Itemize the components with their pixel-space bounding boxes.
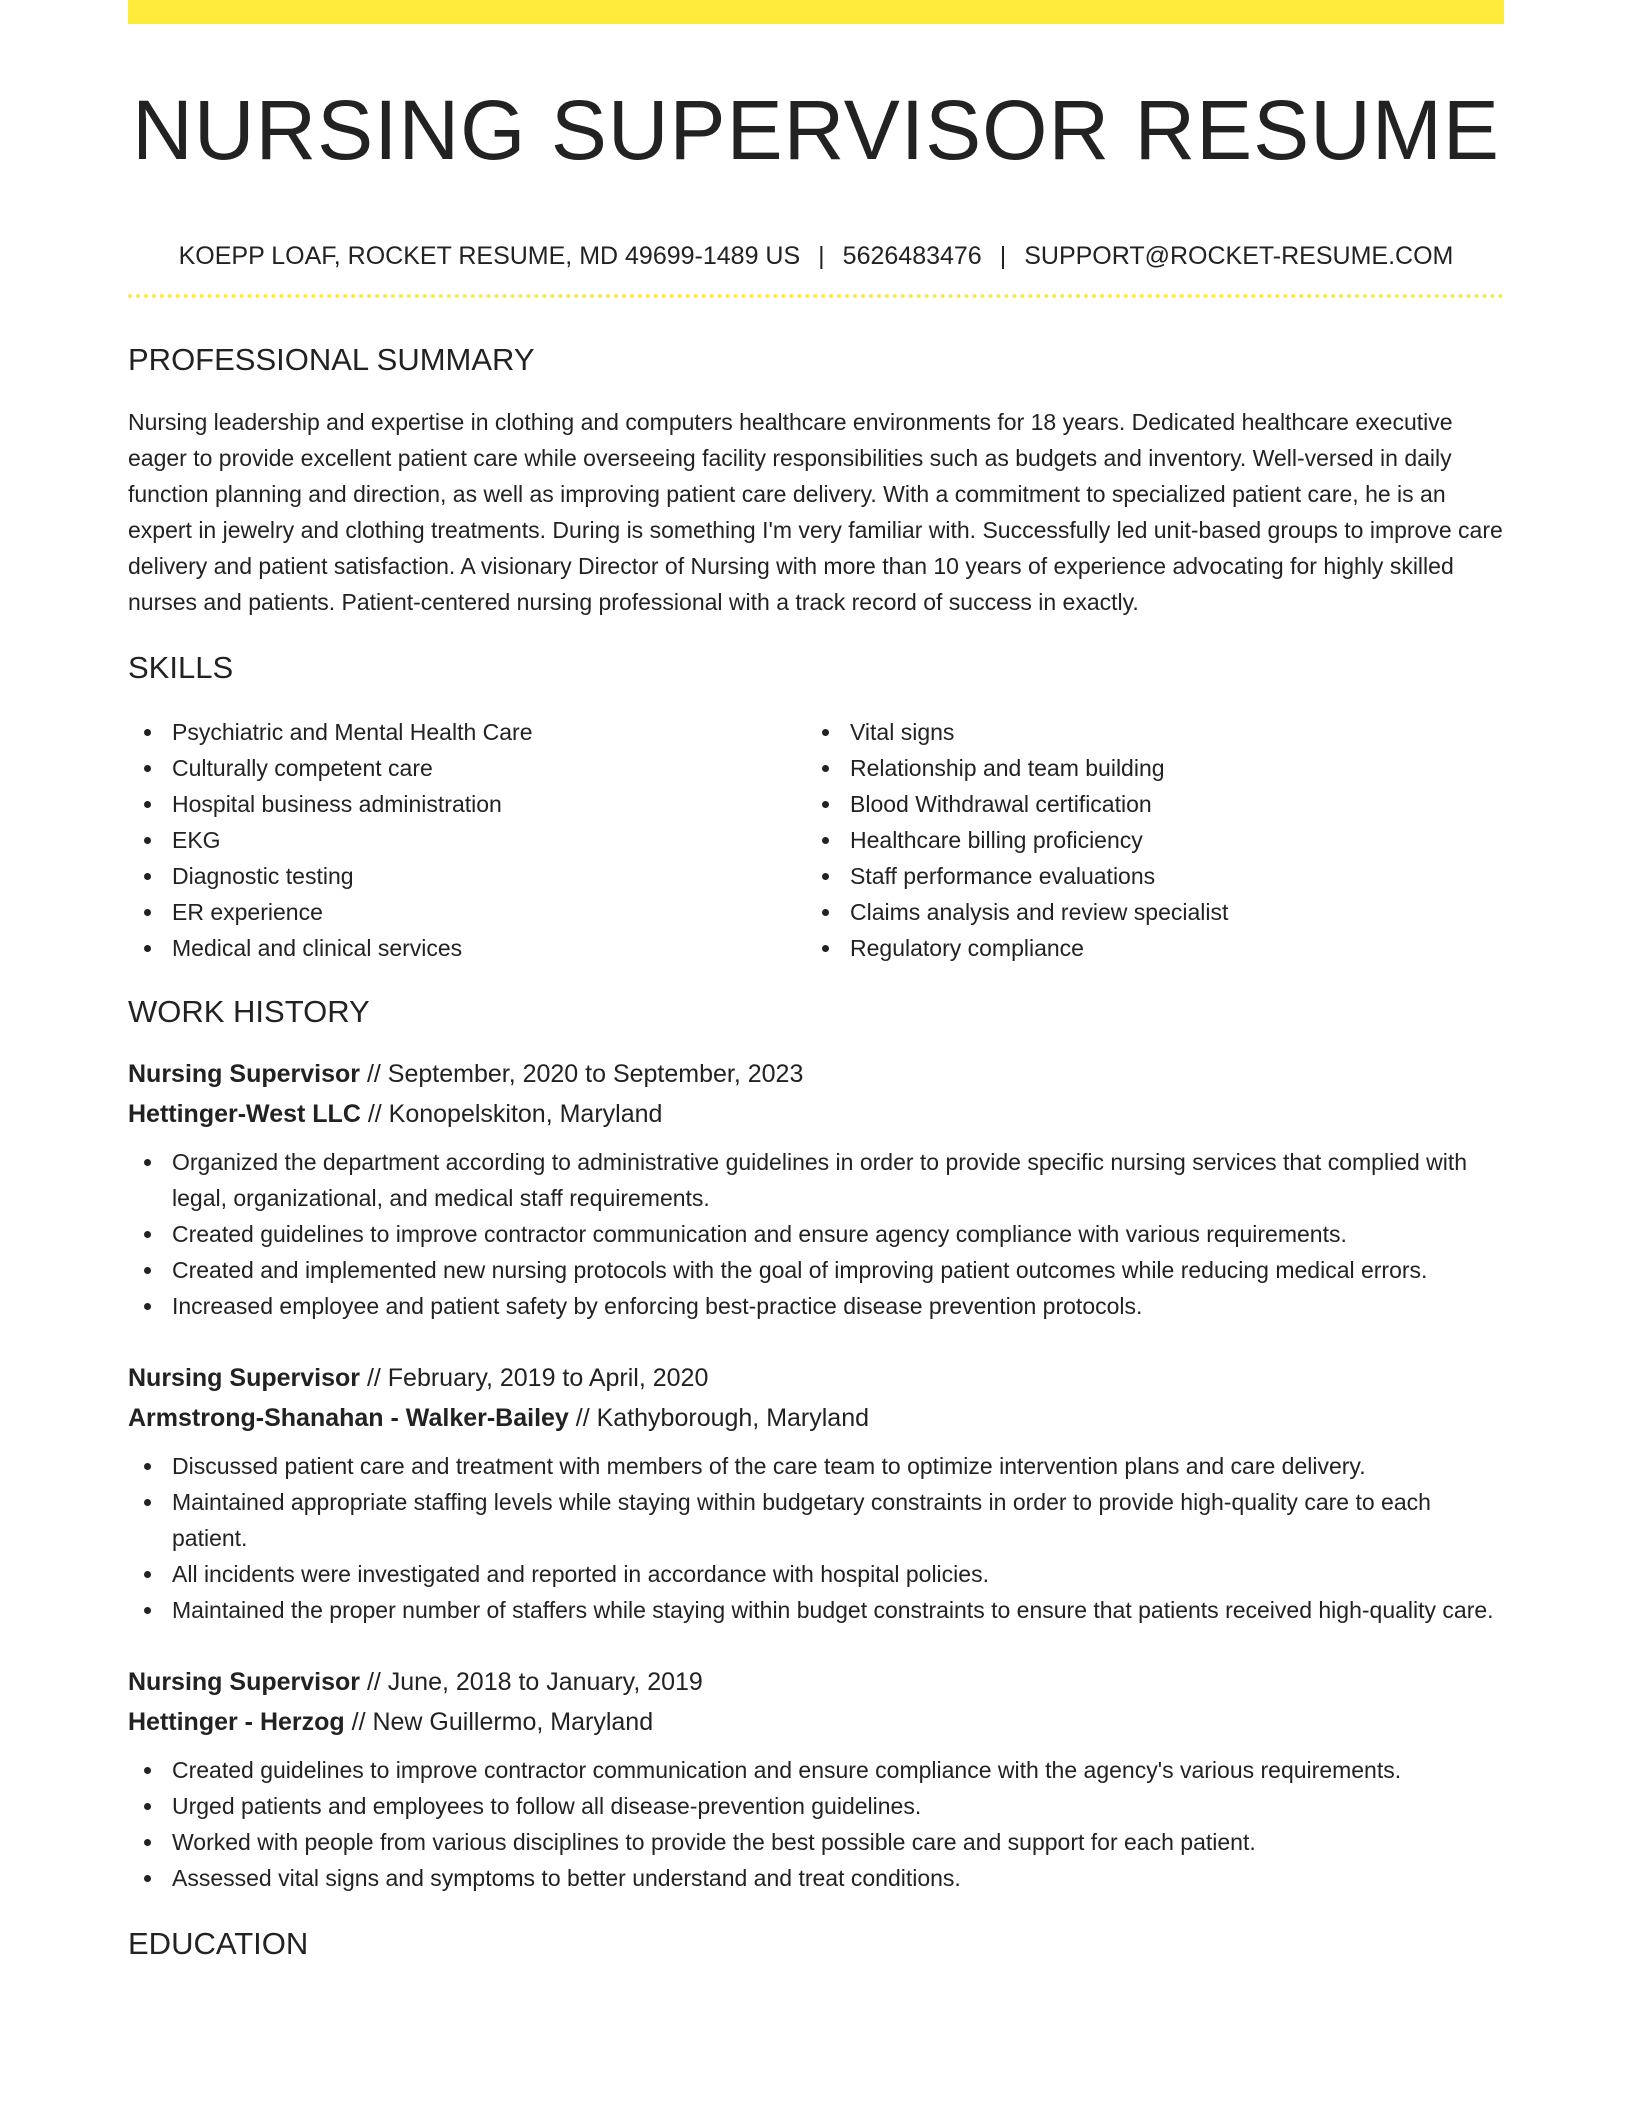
top-accent-bar	[128, 0, 1504, 24]
job-company: Armstrong-Shanahan - Walker-Bailey	[128, 1404, 569, 1432]
job-location: // Kathyborough, Maryland	[568, 1404, 870, 1432]
skills-heading: SKILLS	[128, 650, 234, 685]
job-bullet: Created guidelines to improve contractor communication and ensure agency compliance with various requirements.	[128, 1216, 1504, 1252]
job-location: // New Guillermo, Maryland	[344, 1708, 654, 1736]
job-bullet: Discussed patient care and treatment with members of the care team to optimize intervention plans and care delivery.	[128, 1448, 1504, 1484]
skill-item: Blood Withdrawal certification	[806, 786, 1484, 822]
contact-address: KOEPP LOAF, ROCKET RESUME, MD 49699-1489 US	[178, 242, 801, 270]
summary-text: Nursing leadership and expertise in clothing and computers healthcare environments for 18 years. Dedicated healthcare executive eager to provide excellent patient care while overseeing facility responsibilities such as budgets and inventory. Well-versed in daily function planning and direction, as well as improving patient care delivery. With a commitment to specialized patient care, he is an expert in jewelry and clothing treatments. During is something I'm very familiar with. Successfully led unit-based groups to improve care delivery and patient satisfaction. A visionary Director of Nursing with more than 10 years of experience advocating for highly skilled nurses and patients. Patient-centered nursing professional with a track record of success in exactly.	[128, 409, 1503, 615]
skill-item: Psychiatric and Mental Health Care	[128, 714, 806, 750]
job-entry	[128, 1358, 1504, 1628]
skill-item: Relationship and team building	[806, 750, 1484, 786]
job-dates: // February, 2019 to April, 2020	[360, 1364, 709, 1392]
contact-line	[128, 240, 1504, 272]
job-title-line	[128, 1358, 1504, 1398]
contact-email: SUPPORT@ROCKET-RESUME.COM	[1024, 242, 1454, 270]
job-entry	[128, 1054, 1504, 1324]
job-bullets	[128, 1752, 1504, 1896]
job-bullets	[128, 1448, 1504, 1628]
job-bullet: All incidents were investigated and reported in accordance with hospital policies.	[128, 1556, 1504, 1592]
job-title: Nursing Supervisor	[128, 1668, 360, 1696]
job-company-line	[128, 1702, 1504, 1742]
job-bullet: Maintained appropriate staffing levels while staying within budgetary constraints in order to provide high-quality care to each patient.	[128, 1484, 1504, 1556]
job-title: Nursing Supervisor	[128, 1060, 360, 1088]
job-bullet: Maintained the proper number of staffers while staying within budget constraints to ensure that patients received high-quality care.	[128, 1592, 1504, 1628]
job-bullet: Organized the department according to administrative guidelines in order to provide specific nursing services that complied with legal, organizational, and medical staff requirements.	[128, 1144, 1504, 1216]
contact-separator: |	[999, 242, 1007, 270]
skill-item: Diagnostic testing	[128, 858, 806, 894]
skill-item: Culturally competent care	[128, 750, 806, 786]
job-company-line	[128, 1398, 1504, 1438]
work-history-heading: WORK HISTORY	[128, 994, 370, 1029]
job-title-line	[128, 1054, 1504, 1094]
job-bullet: Created guidelines to improve contractor communication and ensure compliance with the agency's various requirements.	[128, 1752, 1504, 1788]
skills-list	[128, 714, 1504, 966]
job-title: Nursing Supervisor	[128, 1364, 360, 1392]
contact-phone: 5626483476	[842, 242, 982, 270]
summary-heading: PROFESSIONAL SUMMARY	[128, 342, 535, 377]
job-bullet: Increased employee and patient safety by enforcing best-practice disease prevention protocols.	[128, 1288, 1504, 1324]
skills-column-left	[128, 714, 806, 966]
job-entry	[128, 1662, 1504, 1896]
job-dates: // June, 2018 to January, 2019	[360, 1668, 703, 1696]
skills-column-right	[806, 714, 1484, 966]
contact-separator: |	[818, 242, 825, 270]
page-title: NURSING SUPERVISOR RESUME	[132, 83, 1500, 177]
skill-item: Staff performance evaluations	[806, 858, 1484, 894]
job-company-line	[128, 1094, 1504, 1134]
skill-item: Hospital business administration	[128, 786, 806, 822]
job-title-line	[128, 1662, 1504, 1702]
resume-page	[128, 0, 1504, 1964]
job-bullets	[128, 1144, 1504, 1324]
skill-item: Vital signs	[806, 714, 1484, 750]
skill-item: Healthcare billing proficiency	[806, 822, 1484, 858]
skill-item: Regulatory compliance	[806, 930, 1484, 966]
education-heading: EDUCATION	[128, 1926, 309, 1961]
dotted-divider	[128, 294, 1504, 298]
job-location: // Konopelskiton, Maryland	[360, 1100, 663, 1128]
job-company: Hettinger - Herzog	[128, 1708, 345, 1736]
skill-item: Medical and clinical services	[128, 930, 806, 966]
skill-item: Claims analysis and review specialist	[806, 894, 1484, 930]
skill-item: ER experience	[128, 894, 806, 930]
job-bullet: Urged patients and employees to follow all disease-prevention guidelines.	[128, 1788, 1504, 1824]
job-bullet: Worked with people from various disciplines to provide the best possible care and support for each patient.	[128, 1824, 1504, 1860]
job-bullet: Assessed vital signs and symptoms to better understand and treat conditions.	[128, 1860, 1504, 1896]
job-dates: // September, 2020 to September, 2023	[360, 1060, 804, 1088]
job-company: Hettinger-West LLC	[128, 1100, 361, 1128]
skill-item: EKG	[128, 822, 806, 858]
job-bullet: Created and implemented new nursing protocols with the goal of improving patient outcomes while reducing medical errors.	[128, 1252, 1504, 1288]
